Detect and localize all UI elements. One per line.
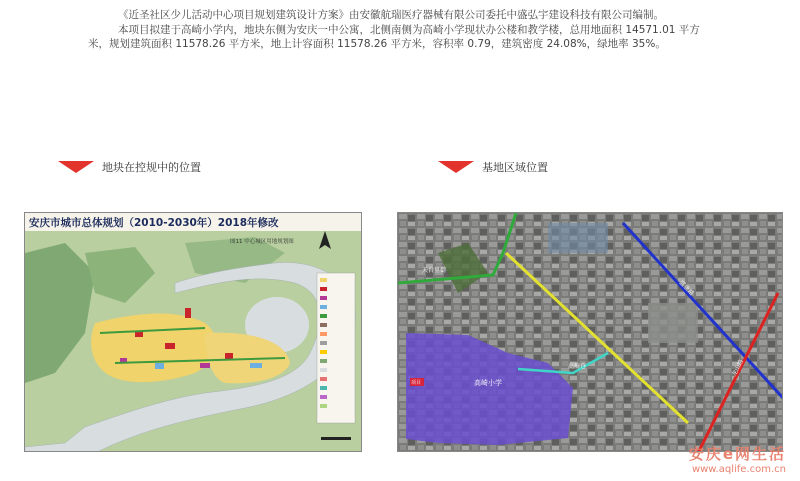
road-label-longshan: 龙山路 xyxy=(730,358,746,378)
section-label-planning xyxy=(58,158,201,176)
planning-map-subtitle: 图11 中心城区用地规划图 xyxy=(230,239,294,245)
intro-paragraph-1: 《近圣社区少儿活动中心项目规划建筑设计方案》由安徽航瑞医疗器械有限公司委托中盛弘宇建设科技有限公司编制。 xyxy=(118,9,664,21)
planning-map-title: 安庆市城市总体规划（2010-2030年）2018年修改 xyxy=(29,217,279,229)
section-label-site xyxy=(438,158,548,176)
triangle-marker-icon xyxy=(438,161,474,173)
triangle-marker-icon xyxy=(58,161,94,173)
aerial-map xyxy=(397,212,783,452)
watermark-url: www.aqlife.com.cn xyxy=(691,464,786,475)
watermark xyxy=(689,443,786,475)
road-label-gaoqi-lane: 高崎巷 xyxy=(568,363,587,370)
road-label-tiantai: 天台里街 xyxy=(422,267,447,274)
road-label-shengtang: 盛唐路 xyxy=(677,279,695,298)
section-label-text: 地块在控规中的位置 xyxy=(102,161,201,174)
site-tag-label: 项目 xyxy=(411,380,422,386)
school-label: 高崎小学 xyxy=(474,379,502,387)
intro-text xyxy=(88,8,708,52)
section-label-text: 基地区域位置 xyxy=(482,161,548,174)
planning-map xyxy=(24,212,362,452)
planning-map-graphic xyxy=(25,213,362,452)
watermark-text: 安庆e网生活 xyxy=(688,445,786,463)
aerial-map-graphic xyxy=(398,213,783,452)
intro-paragraph-2: 本项目拟建于高崎小学内，地块东侧为安庆一中公寓，北侧南侧为高崎小学现状办公楼和教学楼，总用地面积 14571.01 平方米，规划建筑面积 11578.26 平方米，地上计容面积 11578.26 平方米，容积率 0.79，建筑密度 24.08%，绿地率 35%。 xyxy=(88,23,700,50)
